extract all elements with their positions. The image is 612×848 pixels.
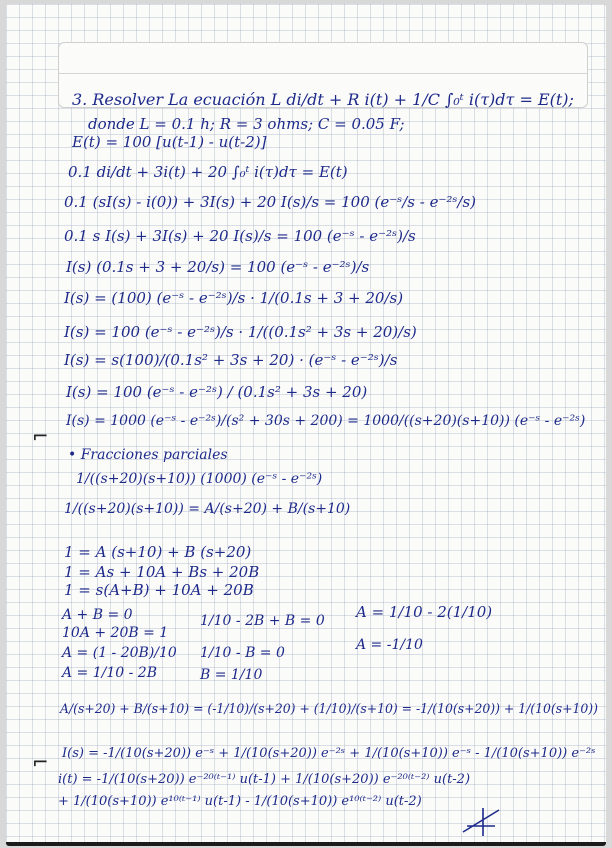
partial-fraction-line-2: 1/((s+20)(s+10)) = A/(s+20) + B/(s+10): [64, 501, 351, 517]
system-line-3: A = (1 - 20B)/10: [62, 645, 177, 661]
result-line-1: A = 1/10 - 2(1/10): [356, 603, 493, 621]
substitution-line-1: 1/10 - 2B + B = 0: [200, 613, 325, 629]
end-of-solution-mark: [461, 804, 501, 838]
margin-mark-top: ⌐: [32, 424, 49, 448]
result-line-2: A = -1/10: [356, 637, 423, 653]
substitution-line-3: B = 1/10: [200, 667, 263, 683]
equation-line-9: I(s) = 1000 (e⁻ˢ - e⁻²ˢ)/(s² + 30s + 200) = 1000/((s+20)(s+10)) (e⁻ˢ - e⁻²ˢ): [66, 413, 586, 429]
equation-line-2: 0.1 (sI(s) - i(0)) + 3I(s) + 20 I(s)/s = 100 (e⁻ˢ/s - e⁻²ˢ/s): [64, 193, 477, 211]
equation-line-4: I(s) (0.1s + 3 + 20/s) = 100 (e⁻ˢ - e⁻²ˢ)/s: [66, 258, 370, 276]
equation-line-3: 0.1 s I(s) + 3I(s) + 20 I(s)/s = 100 (e⁻ˢ - e⁻²ˢ)/s: [64, 227, 416, 245]
equation-line-7: I(s) = s(100)/(0.1s² + 3s + 20) · (e⁻ˢ - e⁻²ˢ)/s: [64, 351, 398, 369]
equation-line-6: I(s) = 100 (e⁻ˢ - e⁻²ˢ)/s · 1/((0.1s² + 3s + 20)/s): [64, 323, 417, 341]
page-bottom-edge: [6, 842, 606, 846]
margin-mark-bottom: ⌐: [32, 750, 49, 774]
notebook-page: [6, 4, 606, 846]
partial-fraction-line-3: 1 = A (s+10) + B (s+20): [64, 543, 252, 561]
section-heading-partial-fractions: • Fracciones parciales: [68, 447, 228, 463]
equation-line-8: I(s) = 100 (e⁻ˢ - e⁻²ˢ) / (0.1s² + 3s + 20): [66, 383, 368, 401]
equation-line-1: 0.1 di/dt + 3i(t) + 20 ∫₀ᵗ i(τ)dτ = E(t): [68, 163, 348, 181]
problem-statement-line-2: donde L = 0.1 h; R = 3 ohms; C = 0.05 F;: [88, 115, 405, 133]
decomposition-line: A/(s+20) + B/(s+10) = (-1/10)/(s+20) + (1/10)/(s+10) = -1/(10(s+20)) + 1/(10(s+10)): [60, 702, 598, 717]
problem-statement-line-3: E(t) = 100 [u(t-1) - u(t-2)]: [72, 133, 267, 151]
equation-line-5: I(s) = (100) (e⁻ˢ - e⁻²ˢ)/s · 1/(0.1s + 3 + 20/s): [64, 289, 404, 307]
inverse-line-1: i(t) = -1/(10(s+20)) e⁻²⁰⁽ᵗ⁻¹⁾ u(t-1) + 1/(10(s+20)) e⁻²⁰⁽ᵗ⁻²⁾ u(t-2): [58, 772, 471, 787]
system-line-1: A + B = 0: [62, 607, 133, 623]
transform-line-1: I(s) = -1/(10(s+20)) e⁻ˢ + 1/(10(s+20)) e⁻²ˢ + 1/(10(s+10)) e⁻ˢ - 1/(10(s+10)) e⁻²ˢ: [62, 746, 596, 761]
system-line-2: 10A + 20B = 1: [62, 625, 169, 641]
partial-fraction-line-4: 1 = As + 10A + Bs + 20B: [64, 563, 260, 581]
problem-statement-line-1: 3. Resolver La ecuación L di/dt + R i(t) + 1/C ∫₀ᵗ i(τ)dτ = E(t);: [72, 90, 574, 109]
inverse-line-2: + 1/(10(s+10)) e¹⁰⁽ᵗ⁻¹⁾ u(t-1) - 1/(10(s+10)) e¹⁰⁽ᵗ⁻²⁾ u(t-2): [58, 794, 422, 809]
substitution-line-2: 1/10 - B = 0: [200, 645, 285, 661]
system-line-4: A = 1/10 - 2B: [62, 665, 158, 681]
header-rule: [59, 73, 587, 74]
partial-fraction-line-5: 1 = s(A+B) + 10A + 20B: [64, 581, 254, 599]
partial-fraction-line-1: 1/((s+20)(s+10)) (1000) (e⁻ˢ - e⁻²ˢ): [76, 471, 323, 487]
